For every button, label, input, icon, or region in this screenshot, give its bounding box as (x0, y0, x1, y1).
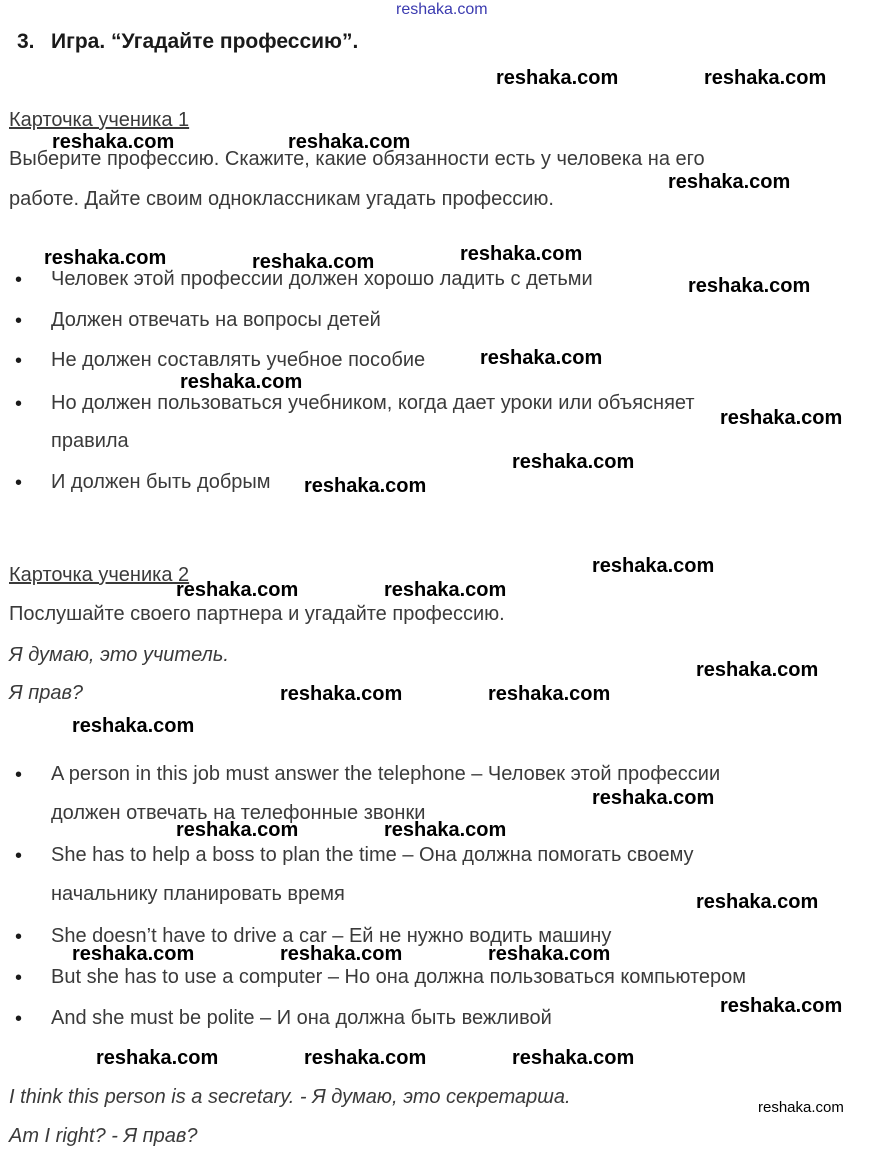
card2-guess: Я думаю, это учитель. (9, 644, 229, 666)
watermark: reshaka.com (384, 579, 507, 601)
watermark: reshaka.com (512, 1047, 635, 1069)
card1-item-1: Человек этой профессии должен хорошо ладить с детьми (51, 268, 593, 290)
watermark: reshaka.com (304, 475, 427, 497)
card2-question: Я прав? (9, 682, 84, 704)
watermark: reshaka.com (496, 67, 619, 89)
watermark: reshaka.com (460, 243, 583, 265)
bullet-icon: • (15, 845, 23, 867)
watermark: reshaka.com (704, 67, 827, 89)
card1-instruction-line1: Выберите профессию. Скажите, какие обязанности есть у человека на его (9, 148, 705, 170)
card1-item-5: И должен быть добрым (51, 471, 271, 493)
watermark: reshaka.com (72, 715, 195, 737)
watermark: reshaka.com (512, 451, 635, 473)
bullet-icon: • (15, 393, 23, 415)
bullet-icon: • (15, 1008, 23, 1030)
card2-item-1-line1: A person in this job must answer the telephone – Человек этой профессии (51, 763, 721, 785)
watermark: reshaka.com (280, 683, 403, 705)
card2-item-5: And she must be polite – И она должна быть вежливой (51, 1007, 552, 1029)
bullet-icon: • (15, 764, 23, 786)
card1-item-4-line1: Но должен пользоваться учебником, когда дает уроки или объясняет (51, 392, 695, 414)
watermark: reshaka.com (44, 247, 167, 269)
watermark: reshaka.com (252, 251, 375, 273)
bullet-icon: • (15, 926, 23, 948)
watermark: reshaka.com (280, 943, 403, 965)
watermark: reshaka.com (592, 787, 715, 809)
card1-item-2: Должен отвечать на вопросы детей (51, 309, 381, 331)
watermark: reshaka.com (696, 891, 819, 913)
card2-item-1-line2: должен отвечать на телефонные звонки (51, 802, 426, 824)
card1-item-4-line2: правила (51, 430, 129, 452)
card2-item-2-line2: начальнику планировать время (51, 883, 345, 905)
card1-item-3: Не должен составлять учебное пособие (51, 349, 426, 371)
watermark: reshaka.com (720, 995, 843, 1017)
watermark: reshaka.com (592, 555, 715, 577)
site-watermark-top: reshaka.com (396, 1, 488, 18)
watermark: reshaka.com (668, 171, 791, 193)
card2-instruction: Послушайте своего партнера и угадайте профессию. (9, 603, 505, 625)
watermark: reshaka.com (180, 371, 303, 393)
watermark: reshaka.com (52, 131, 175, 153)
bullet-icon: • (15, 967, 23, 989)
watermark: reshaka.com (72, 943, 195, 965)
watermark: reshaka.com (720, 407, 843, 429)
watermark: reshaka.com (96, 1047, 219, 1069)
card2-answer-question: Am I right? - Я прав? (9, 1125, 198, 1147)
card2-item-3: She doesn’t have to drive a car – Ей не нужно водить машину (51, 925, 612, 947)
watermark: reshaka.com (304, 1047, 427, 1069)
card2-item-2-line1: She has to help a boss to plan the time – Она должна помогать своему (51, 844, 694, 866)
bullet-icon: • (15, 310, 23, 332)
watermark: reshaka.com (288, 131, 411, 153)
watermark: reshaka.com (384, 819, 507, 841)
card1-instruction-line2: работе. Дайте своим одноклассникам угадать профессию. (9, 188, 554, 210)
watermark: reshaka.com (758, 1099, 844, 1116)
watermark: reshaka.com (480, 347, 603, 369)
watermark: reshaka.com (688, 275, 811, 297)
card1-label: Карточка ученика 1 (9, 109, 190, 131)
exercise-title: Игра. “Угадайте профессию”. (51, 30, 359, 53)
card2-item-4: But she has to use a computer – Но она должна пользоваться компьютером (51, 966, 747, 988)
bullet-icon: • (15, 269, 23, 291)
bullet-icon: • (15, 472, 23, 494)
watermark: reshaka.com (488, 943, 611, 965)
card2-label: Карточка ученика 2 (9, 564, 190, 586)
watermark: reshaka.com (176, 819, 299, 841)
card2-answer: I think this person is a secretary. - Я думаю, это секретарша. (9, 1086, 571, 1108)
watermark: reshaka.com (176, 579, 299, 601)
exercise-number: 3. (17, 30, 35, 53)
watermark: reshaka.com (696, 659, 819, 681)
bullet-icon: • (15, 350, 23, 372)
watermark: reshaka.com (488, 683, 611, 705)
